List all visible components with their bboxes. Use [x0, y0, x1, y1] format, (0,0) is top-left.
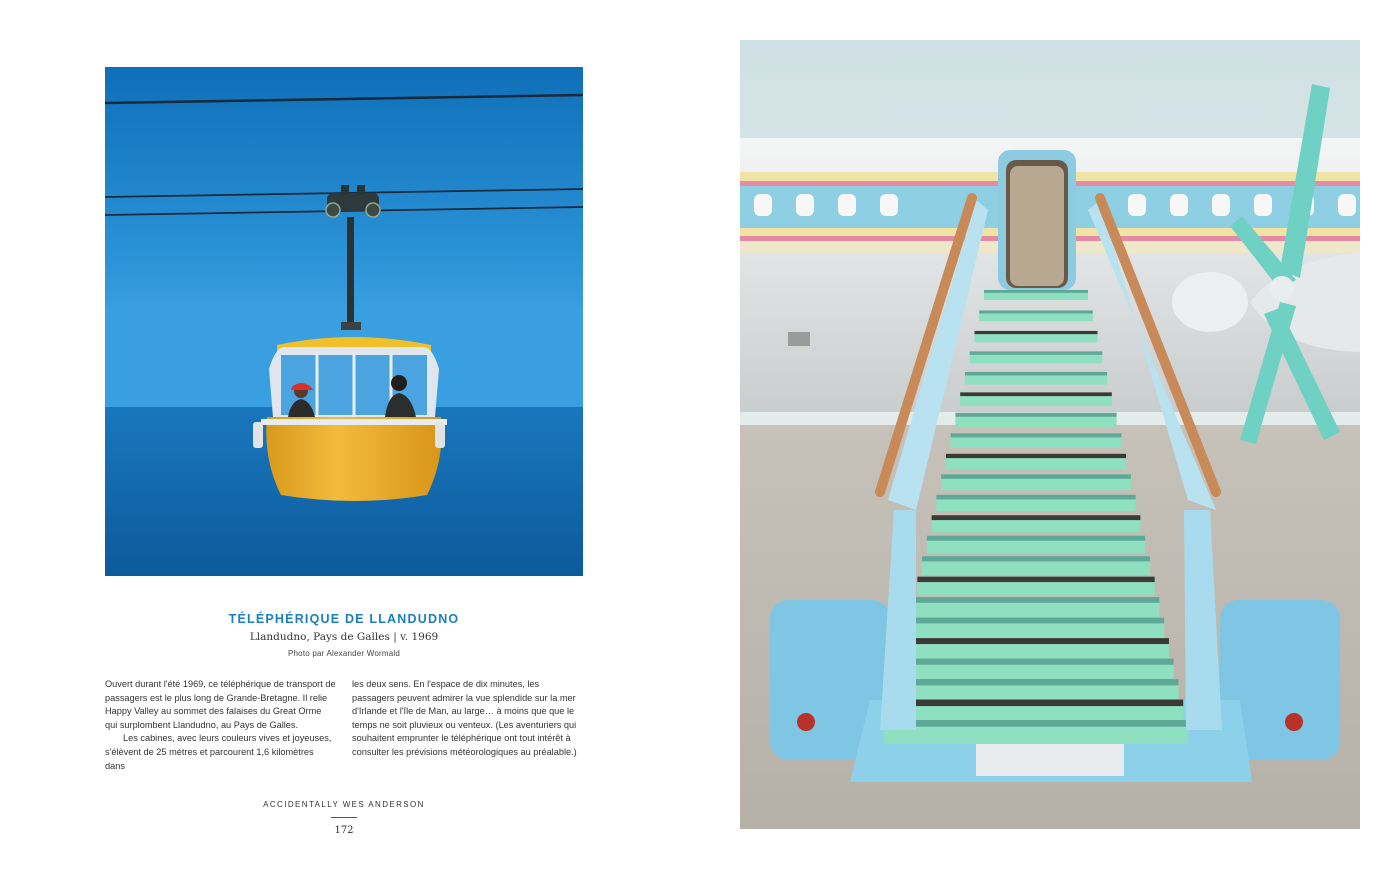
caption-title: TÉLÉPHÉRIQUE DE LLANDUDNO [228, 612, 460, 626]
paragraph: Ouvert durant l'été 1969, ce téléphérique de transport de passagers est le plus long de Grande-Bretagne. Il relie Happy Valley au sommet des falaises du Great Orme qui surplombent Llandudno, au Pays de Galles. [105, 679, 336, 730]
caption-credit: Photo par Alexander Wormald [288, 649, 400, 658]
stair-step-edge [946, 454, 1126, 458]
stair-step-edge [970, 351, 1103, 354]
stair-step-edge [955, 413, 1116, 417]
paragraph: Les cabines, avec leurs couleurs vives et joyeuses, s'élèvent de 25 mètres et parcourent 1,6 kilomètres dans [105, 733, 332, 771]
stair-step-edge [898, 659, 1173, 665]
footer-divider [331, 817, 357, 818]
airplane-stairs-photo [740, 40, 1360, 829]
floor-mat [976, 740, 1124, 776]
airplane-door [998, 150, 1076, 290]
paragraph: les deux sens. En l'espace de dix minutes, les passagers peuvent admirer la vue splendide sur la mer d'Irlande et l'île de Man, au large… à moins que que le temps ne soit pluvieux ou venteux. (Les aventuriers qui souhaitent emprunter le téléphérique ont tout intérêt à consulter les prévisions météorologiques au préalable.) [352, 679, 577, 757]
gondola-cabin [253, 337, 447, 501]
gondola-illustration [105, 67, 583, 576]
fuselage-panel [788, 332, 810, 346]
stair-step-edge [965, 372, 1107, 376]
caption-location: Llandudno, Pays de Galles | v. 1969 [249, 631, 439, 643]
stair-step-edge [894, 679, 1179, 685]
text-column-1 [105, 678, 336, 773]
photo-caption [105, 612, 583, 658]
stair-step-edge [936, 495, 1135, 500]
stair-step-edge [941, 474, 1131, 478]
stair-step-edge [974, 331, 1097, 334]
stair-step-edge [979, 310, 1093, 313]
airplane-stairs-illustration [740, 40, 1360, 829]
gondola-photo [105, 67, 583, 576]
stair-step-edge [932, 515, 1141, 520]
stair-step-edge [984, 290, 1088, 293]
stair-step-edge [903, 638, 1169, 644]
page-number: 172 [334, 825, 354, 836]
article-body [105, 678, 583, 773]
text-column-2 [352, 678, 583, 773]
stair-step-edge [889, 700, 1183, 707]
stair-step-edge [951, 433, 1122, 437]
right-page [700, 0, 1400, 869]
stair-step-edge [908, 618, 1164, 624]
stair-step-edge [917, 577, 1154, 582]
stair-step-edge [927, 536, 1145, 541]
stair-step-edge [884, 720, 1188, 727]
stair-step-edge [960, 392, 1112, 396]
book-title: ACCIDENTALLY WES ANDERSON [263, 800, 425, 809]
stair-step-edge [913, 597, 1160, 603]
page-footer [105, 800, 583, 836]
stair-step-edge [922, 556, 1150, 561]
